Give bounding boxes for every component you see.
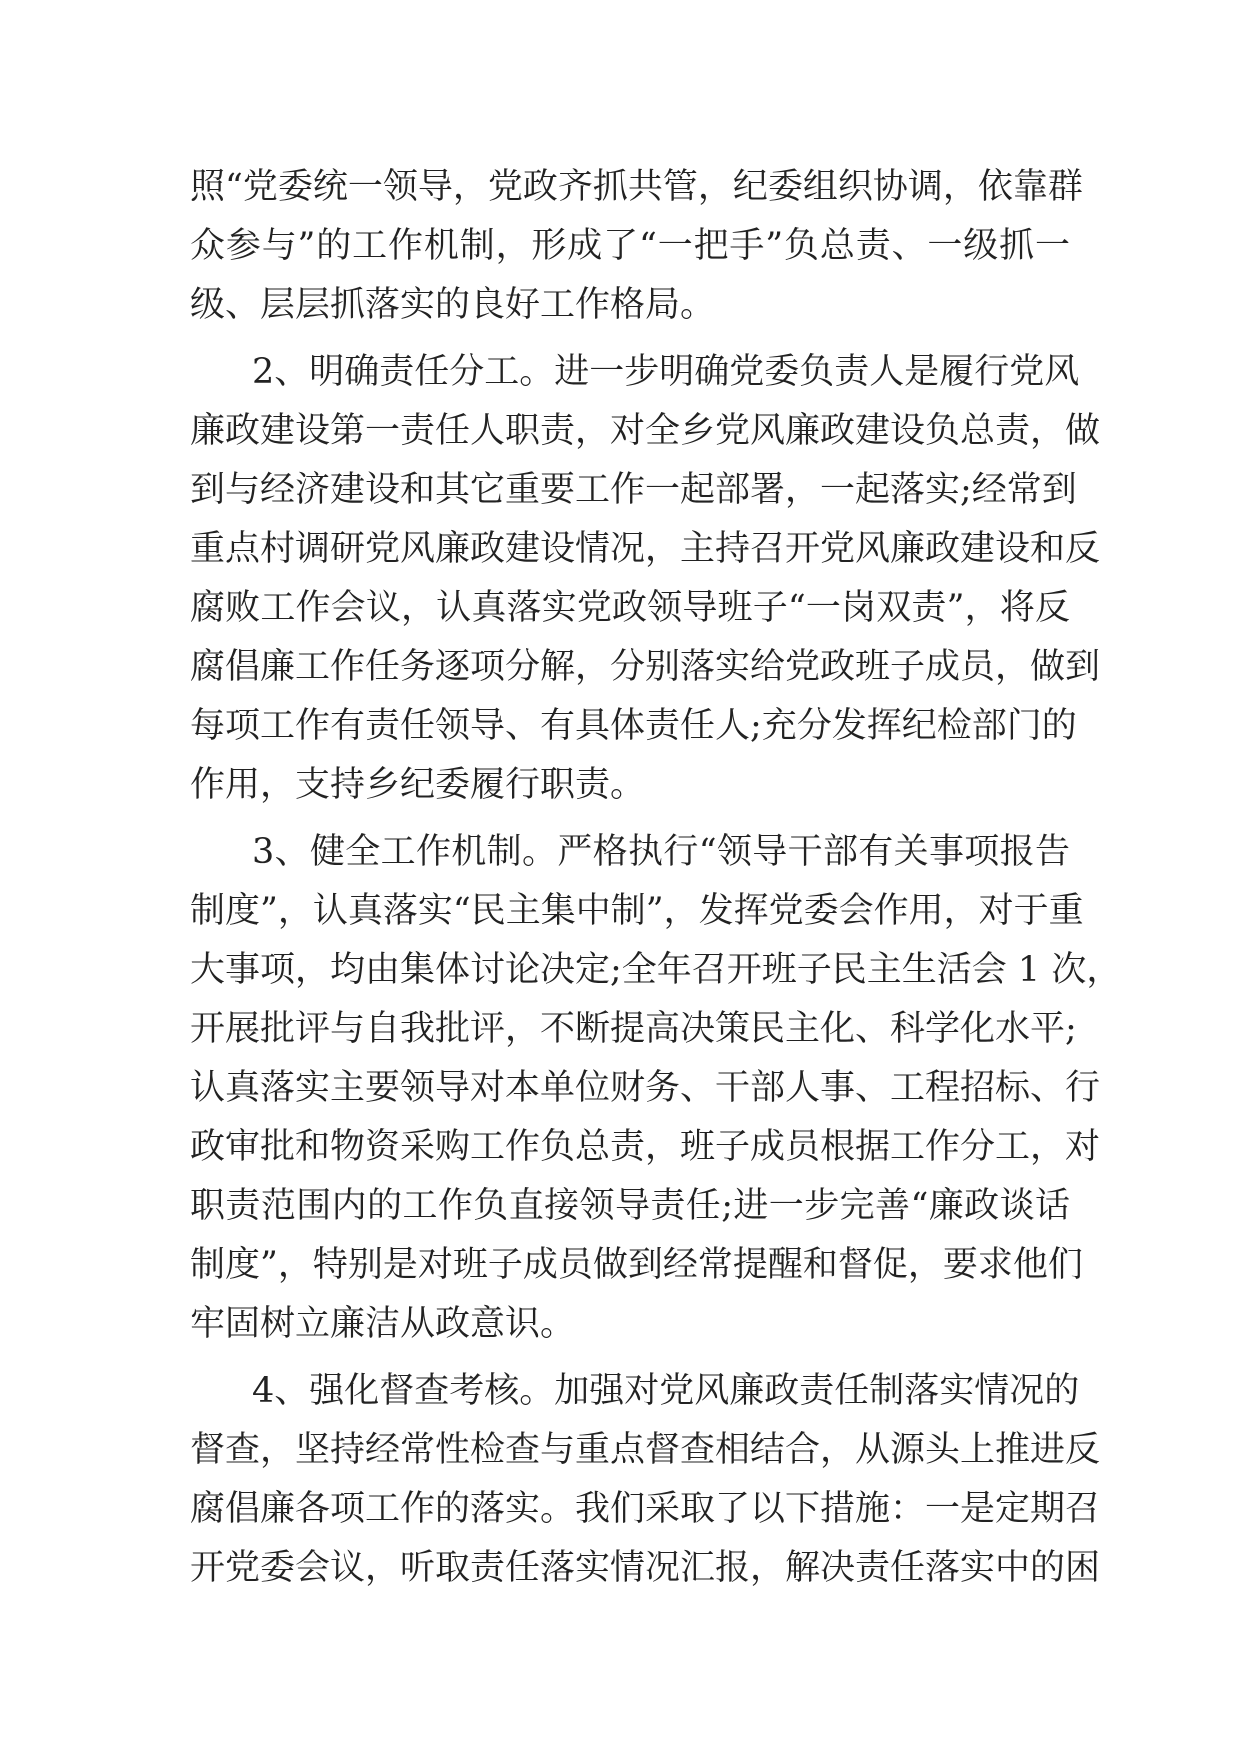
text-line: 腐倡廉工作任务逐项分解，分别落实给党政班子成员，做到	[190, 647, 1101, 687]
text-line: 政审批和物资采购工作负总责，班子成员根据工作分工，对	[190, 1127, 1101, 1167]
text-line: 到与经济建设和其它重要工作一起部署，一起落实;经常到	[190, 470, 1077, 510]
text-line: 制度”，特别是对班子成员做到经常提醒和督促，要求他们	[190, 1245, 1083, 1285]
text-line: 3、健全工作机制。严格执行“领导干部有关事项报告	[252, 832, 1070, 872]
text-line: 2、明确责任分工。进一步明确党委负责人是履行党风	[252, 352, 1080, 392]
document-body	[190, 158, 1122, 1598]
text-line: 每项工作有责任领导、有具体责任人;充分发挥纪检部门的	[190, 706, 1077, 746]
text-line: 督查，坚持经常性检查与重点督查相结合，从源头上推进反	[190, 1430, 1101, 1470]
text-line: 开展批评与自我批评，不断提高决策民主化、科学化水平;	[190, 1009, 1077, 1049]
text-line: 级、层层抓落实的良好工作格局。	[190, 285, 716, 325]
text-line: 廉政建设第一责任人职责，对全乡党风廉政建设负总责，做	[190, 411, 1101, 451]
text-line: 照“党委统一领导，党政齐抓共管，纪委组织协调，依靠群	[190, 167, 1083, 207]
text-line: 认真落实主要领导对本单位财务、干部人事、工程招标、行	[190, 1068, 1101, 1108]
text-line: 牢固树立廉洁从政意识。	[190, 1304, 576, 1344]
text-line: 作用，支持乡纪委履行职责。	[190, 765, 646, 805]
text-line: 开党委会议，听取责任落实情况汇报，解决责任落实中的困	[190, 1548, 1101, 1588]
paragraph-3	[190, 823, 1122, 1354]
text-line: 制度”，认真落实“民主集中制”，发挥党委会作用，对于重	[190, 891, 1084, 931]
paragraph-4	[190, 1362, 1101, 1598]
text-line: 4、强化督查考核。加强对党风廉政责任制落实情况的	[252, 1371, 1080, 1411]
paragraph-1	[190, 158, 1083, 335]
text-line: 大事项，均由集体讨论决定;全年召开班子民主生活会 1 次，	[190, 950, 1122, 990]
text-line: 腐败工作会议，认真落实党政领导班子“一岗双责”，将反	[190, 588, 1070, 628]
text-line: 众参与”的工作机制，形成了“一把手”负总责、一级抓一	[190, 226, 1070, 266]
paragraph-2	[190, 343, 1101, 815]
text-line: 职责范围内的工作负直接领导责任;进一步完善“廉政谈话	[190, 1186, 1070, 1226]
text-line: 腐倡廉各项工作的落实。我们采取了以下措施：一是定期召	[190, 1489, 1101, 1529]
text-line: 重点村调研党风廉政建设情况，主持召开党风廉政建设和反	[190, 529, 1101, 569]
